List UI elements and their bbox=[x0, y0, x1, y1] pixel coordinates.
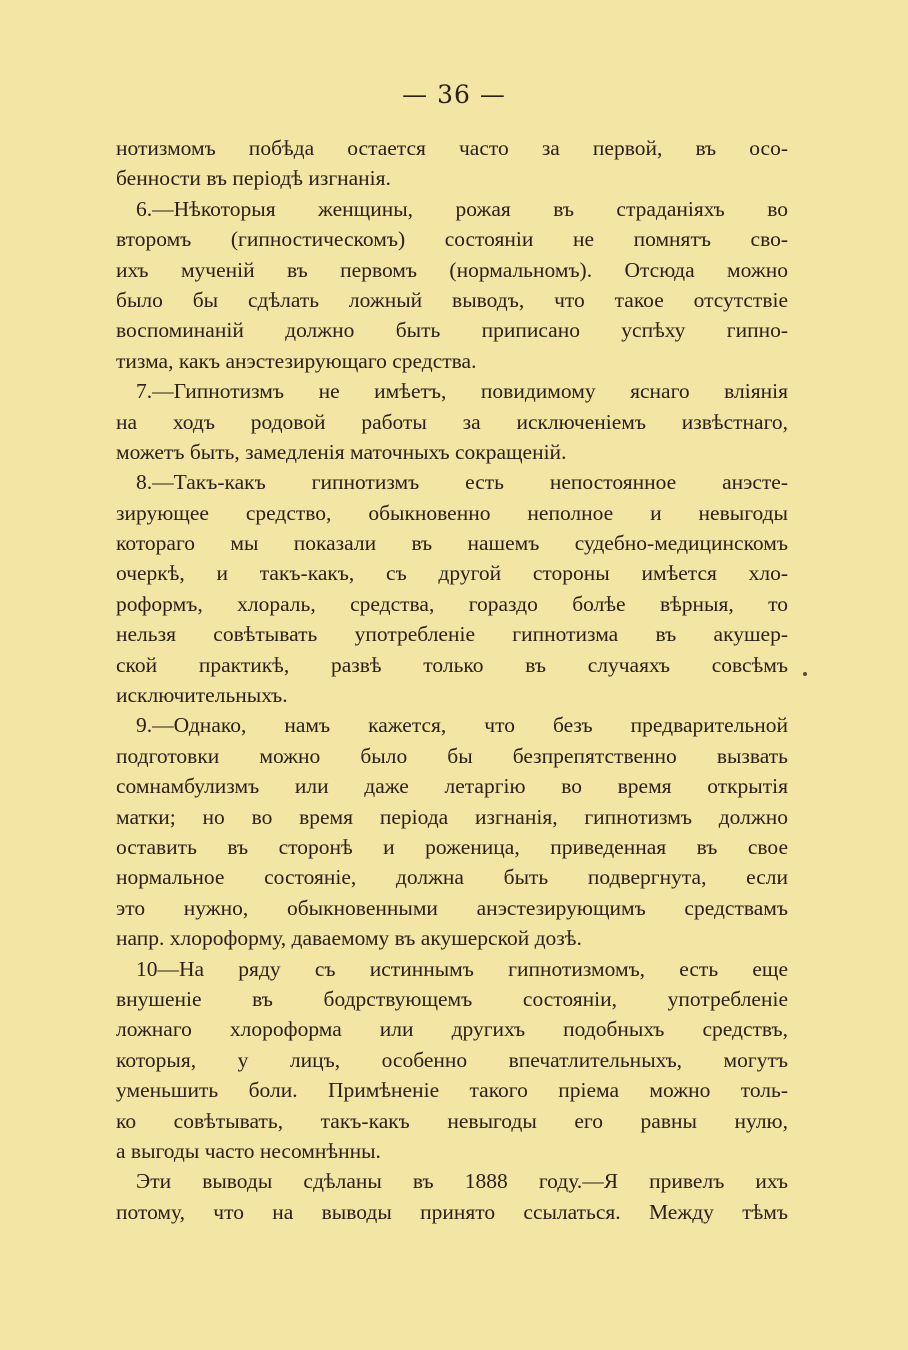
text-line: ко совѣтывать, такъ-какъ невыгоды его равны нулю, bbox=[116, 1108, 788, 1133]
text-line: ложнаго хлороформа или другихъ подобныхъ средствъ, bbox=[116, 1017, 788, 1042]
text-line: а выгоды часто несомнѣнны. bbox=[116, 1138, 381, 1163]
text-line: уменьшить боли. Примѣненіе такого пріема можно толь- bbox=[116, 1078, 788, 1103]
body-text bbox=[116, 133, 788, 1227]
text-line: 10—На ряду съ истиннымъ гипнотизмомъ, есть еще bbox=[136, 956, 788, 981]
text-line: ской практикѣ, развѣ только въ случаяхъ совсѣмъ bbox=[116, 652, 788, 677]
text-line: потому, что на выводы принято ссылаться. Между тѣмъ bbox=[116, 1199, 788, 1224]
text-line: Эти выводы сдѣланы въ 1888 году.—Я привелъ ихъ bbox=[136, 1169, 788, 1194]
text-line: нотизмомъ побѣда остается часто за первой, въ осо- bbox=[116, 136, 788, 160]
text-line: нельзя совѣтывать употребленіе гипнотизма въ акушер- bbox=[116, 622, 788, 647]
text-line: 6.—Нѣкоторыя женщины, рожая въ страданіяхъ во bbox=[136, 196, 788, 221]
text-line: внушеніе въ бодрствующемъ состояніи, употребленіе bbox=[116, 986, 788, 1011]
ink-speck bbox=[803, 672, 807, 676]
text-line: напр. хлороформу, даваемому въ акушерской дозѣ. bbox=[116, 926, 582, 951]
text-line: очеркѣ, и такъ-какъ, съ другой стороны имѣется хло- bbox=[116, 561, 788, 586]
page-number: — 36 — bbox=[402, 80, 506, 109]
text-line: котораго мы показали въ нашемъ судебно-медицинскомъ bbox=[116, 531, 788, 556]
text-line: тизма, какъ анэстезирующаго средства. bbox=[116, 348, 477, 373]
text-line: бенности въ періодѣ изгнанія. bbox=[116, 166, 391, 191]
text-line: 9.—Однако, намъ кажется, что безъ предварительной bbox=[136, 713, 788, 738]
text-line: роформъ, хлораль, средства, гораздо болѣе вѣрныя, то bbox=[116, 591, 788, 616]
text-line: воспоминаній должно быть приписано успѣху гипно- bbox=[116, 318, 788, 343]
text-line: исключительныхъ. bbox=[116, 683, 288, 708]
text-line: оставить въ сторонѣ и роженица, приведенная въ свое bbox=[116, 834, 788, 859]
text-line: сомнамбулизмъ или даже летаргію во время открытія bbox=[116, 774, 788, 799]
text-line: 7.—Гипнотизмъ не имѣетъ, повидимому яснаго вліянія bbox=[136, 379, 788, 404]
text-line: 8.—Такъ-какъ гипнотизмъ есть непостоянное анэсте- bbox=[136, 470, 788, 495]
text-line: второмъ (гипностическомъ) состояніи не помнятъ сво- bbox=[116, 227, 788, 252]
text-line: подготовки можно было бы безпрепятственно вызвать bbox=[116, 743, 788, 768]
text-line: матки; но во время періода изгнанія, гипнотизмъ должно bbox=[116, 804, 788, 829]
text-line: было бы сдѣлать ложный выводъ, что такое отсутствіе bbox=[116, 287, 788, 312]
text-line: которыя, у лицъ, особенно впечатлительныхъ, могутъ bbox=[116, 1047, 788, 1072]
text-line: зирующее средство, обыкновенно неполное и невыгоды bbox=[116, 500, 788, 525]
text-line: ихъ мученій въ первомъ (нормальномъ). Отсюда можно bbox=[116, 257, 788, 282]
text-line: нормальное состояніе, должна быть подвергнута, если bbox=[116, 865, 788, 890]
text-line: это нужно, обыкновенными анэстезирующимъ средствамъ bbox=[116, 895, 788, 920]
text-line: на ходъ родовой работы за исключеніемъ извѣстнаго, bbox=[116, 409, 788, 434]
text-line: можетъ быть, замедленія маточныхъ сокращеній. bbox=[116, 439, 567, 464]
